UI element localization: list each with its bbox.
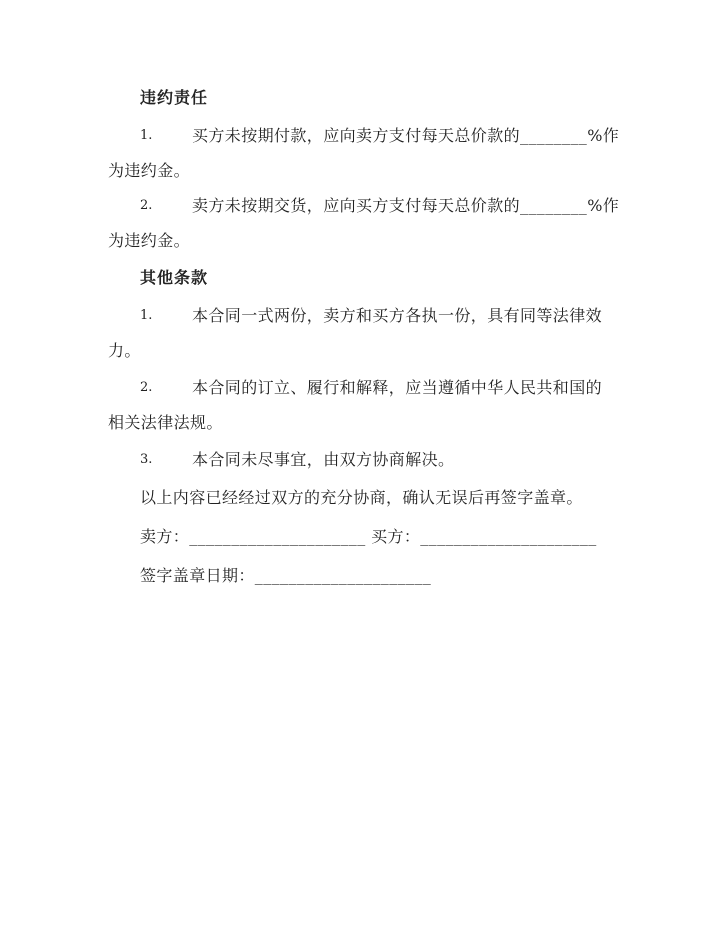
breach-clause-1 [108,118,620,188]
clause-text-line1: 卖方未按期交货，应向买方支付每天总价款的________%作 [192,196,620,215]
clause-number: 1. [140,128,153,143]
clause-text-line2: 相关法律法规。 [108,413,223,432]
clause-text-line1: 本合同未尽事宜，由双方协商解决。 [192,450,455,469]
clause-number: 2. [140,380,153,395]
clause-number: 2. [140,198,153,213]
clause-number: 1. [140,308,153,323]
section-title-breach: 违约责任 [140,88,209,107]
other-clause-1 [108,298,612,368]
clause-text-line2: 为违约金。 [108,161,191,180]
clause-text-line1: 买方未按期付款，应向卖方支付每天总价款的________%作 [192,126,620,145]
clause-text-line2: 力。 [108,341,141,360]
other-clause-3 [108,442,612,477]
breach-clause-2 [108,188,620,258]
clause-text-line2: 为违约金。 [108,231,191,250]
clause-number: 3. [140,452,153,467]
signing-date-line: 签字盖章日期：_____________________ [140,566,432,585]
clause-text-line1: 本合同的订立、履行和解释，应当遵循中华人民共和国的 [192,378,603,397]
section-title-other: 其他条款 [140,268,209,287]
closing-statement: 以上内容已经经过双方的充分协商，确认无误后再签字盖章。 [140,488,583,507]
parties-signature-line: 卖方：_____________________ 买方：_____________________ [140,527,597,546]
clause-text-line1: 本合同一式两份，卖方和买方各执一份，具有同等法律效 [192,306,603,325]
other-clause-2 [108,370,612,440]
